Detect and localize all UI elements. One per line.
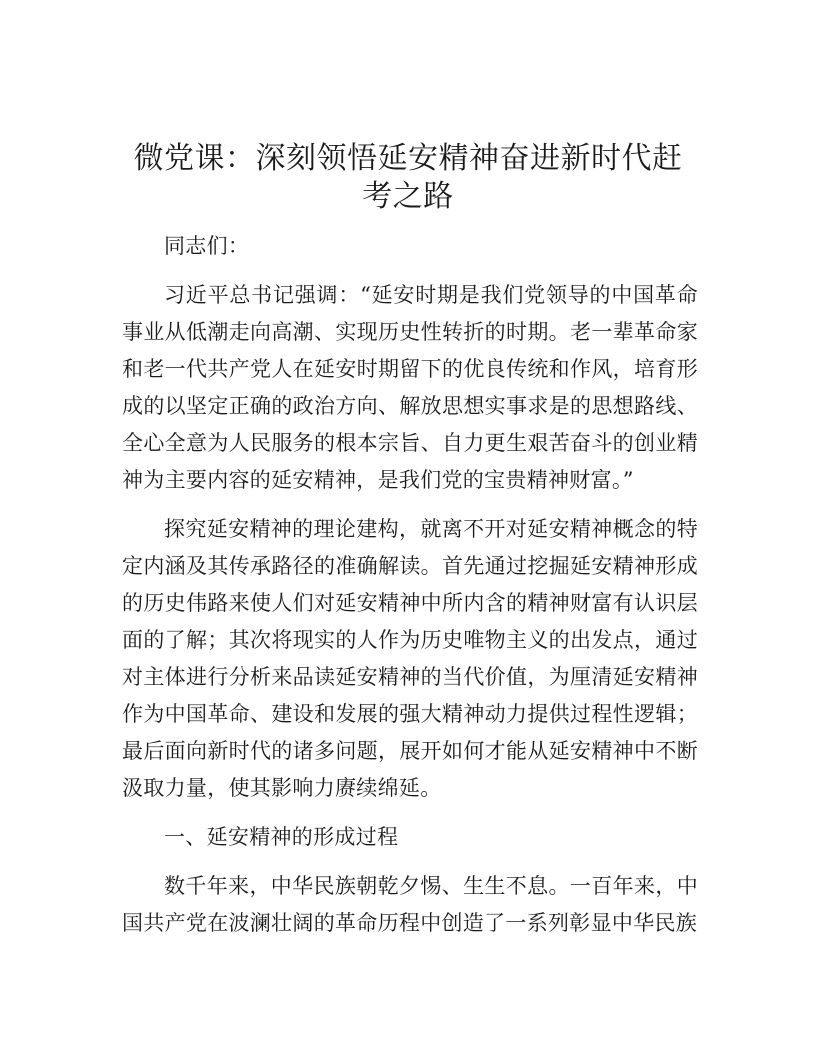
section-heading: 一、延安精神的形成过程 (164, 825, 399, 849)
document-title: 微党课：深刻领悟延安精神奋进新时代赶考之路 (133, 141, 683, 214)
analysis-paragraph: 探究延安精神的理论建构，就离不开对延安精神概念的特定内涵及其传承路径的准确解读。首先通过挖掘延安精神形成的历史伟路来使人们对延安精神中所内含的精神财富有认识层面的了解；其次将现实的人作为历史唯物主义的出发点，通过对主体进行分析来品读延安精神的当代价值，为厘清延安精神作为中国革命、建设和发展的强大精神动力提供过程性逻辑；最后面向新时代的诸多问题，展开如何才能从延安精神中不断汲取力量，使其影响力赓续绵延。 (122, 517, 698, 800)
document-body (122, 228, 698, 954)
history-paragraph: 数千年来，中华民族朝乾夕惕、生生不息。一百年来，中国共产党在波澜壮阔的革命历程中创造了一系列彰显中华民族 (122, 874, 698, 935)
salutation-paragraph: 同志们： (164, 234, 250, 258)
quote-paragraph: 习近平总书记强调：“延安时期是我们党领导的中国革命事业从低潮走向高潮、实现历史性转折的时期。老一辈革命家和老一代共产党人在延安时期留下的优良传统和作风，培育形成的以坚定正确的政治方向、解放思想实事求是的思想路线、全心全意为人民服务的根本宗旨、自力更生艰苦奋斗的创业精神为主要内容的延安精神，是我们党的宝贵精神财富。” (122, 283, 698, 492)
